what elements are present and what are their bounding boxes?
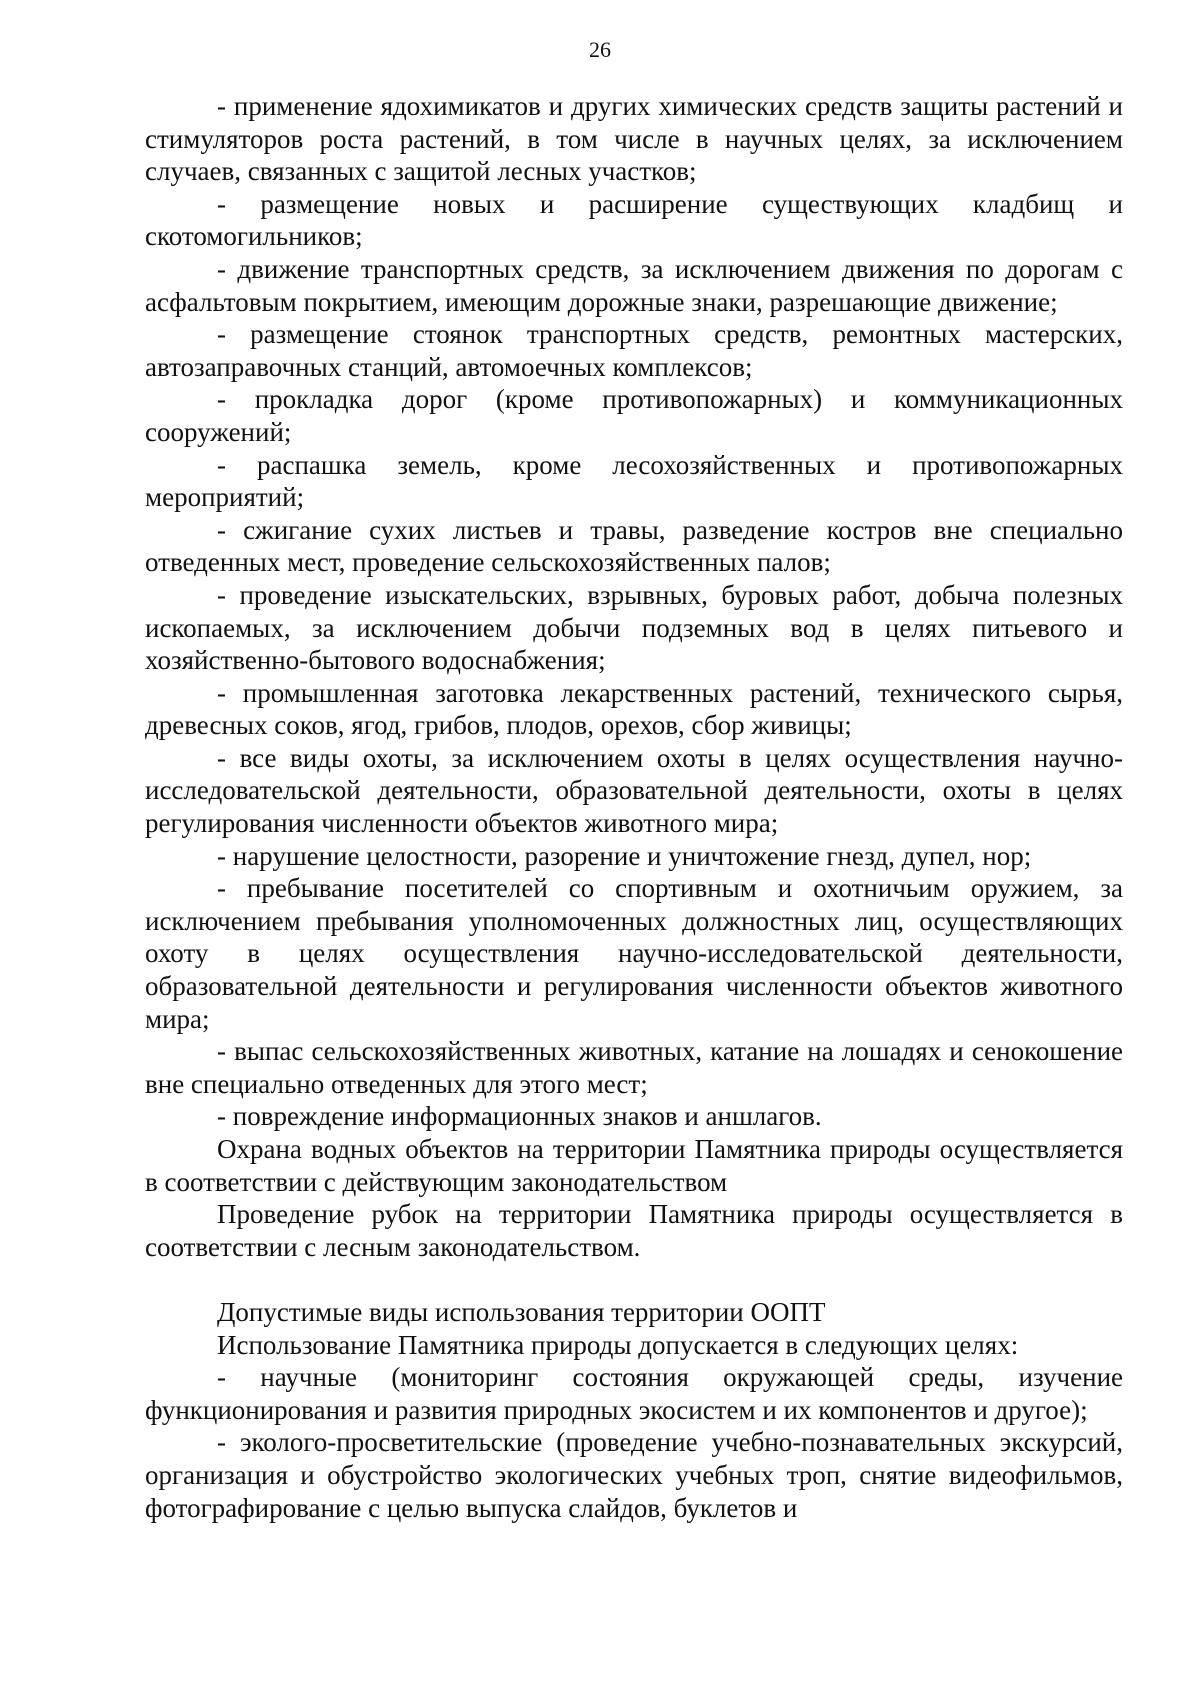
paragraph-hunting: - все виды охоты, за исключением охоты в целях осуществления научно-исследовательской деятельности, образовательной деятельности, охоты в целях регулирования численности объектов животного мира; [145, 742, 1123, 839]
paragraph-logging: Проведение рубок на территории Памятника природы осуществляется в соответствии с лесным законодательством. [145, 1199, 1123, 1262]
paragraph-vehicle-traffic: - движение транспортных средств, за исключением движения по дорогам с асфальтовым покрытием, имеющим дорожные знаки, разрешающие движение; [145, 253, 1123, 317]
page-number: 26 [589, 37, 611, 62]
paragraph-ploughing: - распашка земель, кроме лесохозяйственных и противопожарных мероприятий; [145, 449, 1123, 513]
paragraph-burning: - сжигание сухих листьев и травы, разведение костров вне специально отведенных мест, проведение сельскохозяйственных палов; [145, 514, 1123, 578]
paragraph-educational-use: - эколого-просветительские (проведение учебно-познавательных экскурсий, организация и обустройство экологических учебных троп, снятие видеофильмов, фотографирование с целью выпуска слайдов, буклетов и [145, 1427, 1123, 1523]
section-gap [145, 1263, 1123, 1296]
paragraph-permitted-intro: Использование Памятника природы допускается в следующих целях: [217, 1329, 1019, 1360]
paragraph-scientific-use: - научные (мониторинг состояния окружающей среды, изучение функционирования и развития природных экосистем и их компонентов и другое); [145, 1362, 1123, 1425]
paragraph-harvesting: - промышленная заготовка лекарственных растений, технического сырья, древесных соков, ягод, грибов, плодов, орехов, сбор живицы; [145, 677, 1123, 741]
paragraph-signs-damage: - повреждение информационных знаков и аншлагов. [217, 1101, 822, 1132]
page-body [145, 90, 1123, 1524]
paragraph-pesticides: - применение ядохимикатов и других химических средств защиты растений и стимуляторов роста растений, в том числе в научных целях, за исключением случаев, связанных с защитой лесных участков; [145, 91, 1123, 187]
paragraph-water-protection: Охрана водных объектов на территории Памятника природы осуществляется в соответствии с действующим законодательством [145, 1134, 1123, 1197]
paragraph-cemeteries: - размещение новых и расширение существующих кладбищ и скотомогильников; [145, 188, 1123, 252]
paragraph-grazing: - выпас сельскохозяйственных животных, катание на лошадях и сенокошение вне специально отведенных для этого мест; [145, 1036, 1123, 1099]
paragraph-nest-destruction: - нарушение целостности, разорение и уничтожение гнезд, дупел, нор; [217, 840, 1032, 871]
paragraph-road-laying: - прокладка дорог (кроме противопожарных) и коммуникационных сооружений; [145, 384, 1123, 447]
paragraph-vehicle-parking: - размещение стоянок транспортных средств, ремонтных мастерских, автозаправочных станций, автомоечных комплексов; [145, 319, 1123, 382]
section-heading: Допустимые виды использования территории ООПТ [217, 1296, 826, 1327]
paragraph-survey-works: - проведение изыскательских, взрывных, буровых работ, добыча полезных ископаемых, за исключением добычи подземных вод в целях питьевого и хозяйственно-бытового водоснабжения; [145, 579, 1123, 676]
paragraph-weapons: - пребывание посетителей со спортивным и охотничьим оружием, за исключением пребывания уполномоченных должностных лиц, осуществляющих охоту в целях осуществления научно-исследовательской деятельности, образовательной деятельности и регулирования численности объектов животного мира; [145, 873, 1123, 1034]
